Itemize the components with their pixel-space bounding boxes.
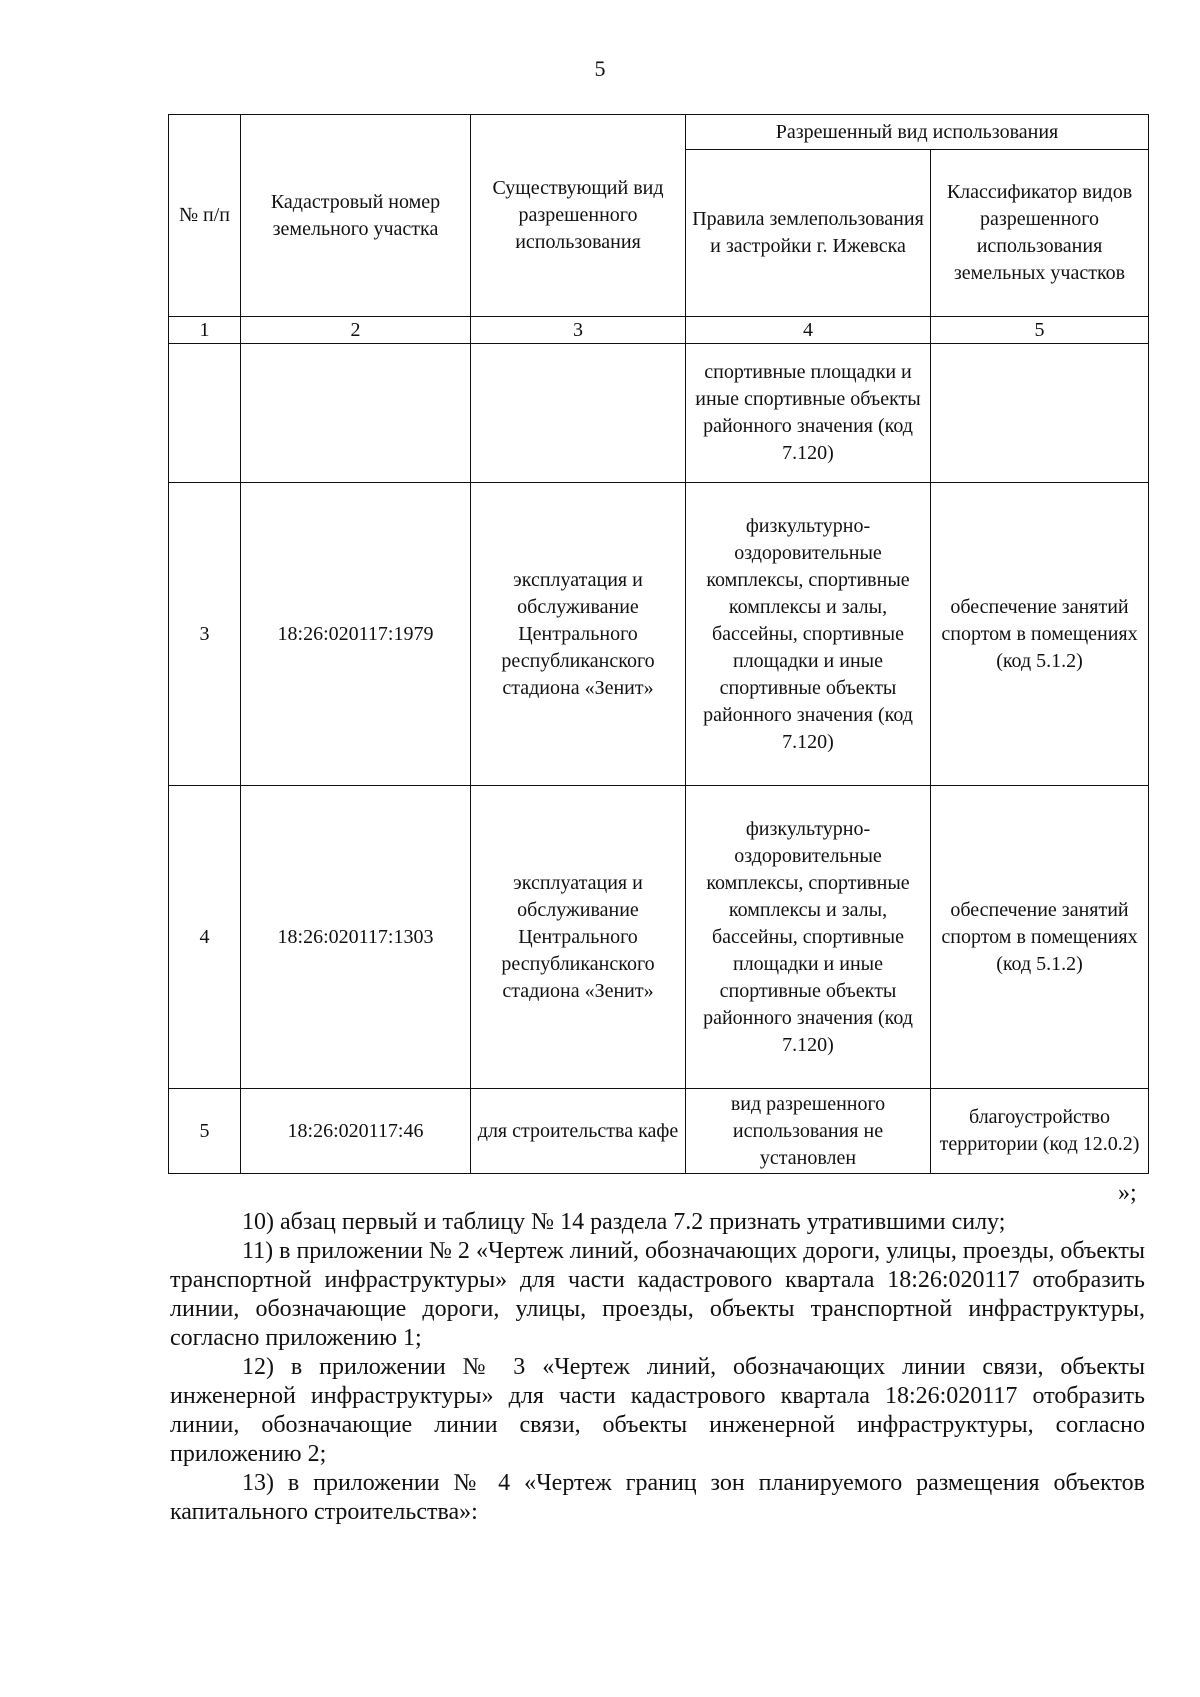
page-number: 5 [594, 56, 606, 81]
paragraph-12: 12) в приложении № 3 «Чертеж линий, обозначающих линии связи, объекты инженерной инфраструктуры» для части кадастрового квартала 18:26:020117 отобразить линии, обозначающие линии связи, объекты инженерной инфраструктуры, согласно приложению 2; [170, 1354, 1145, 1467]
row-num-cell: 4 [169, 786, 241, 1089]
cadastral-cell: 18:26:020117:1979 [241, 483, 471, 786]
header-permitted-group: Разрешенный вид использования [686, 115, 1149, 150]
empty-cell [931, 344, 1149, 483]
cadastral-cell: 18:26:020117:46 [241, 1089, 471, 1174]
paragraph-10: 10) абзац первый и таблицу № 14 раздела 7.2 признать утратившими силу; [242, 1209, 1006, 1235]
header-num: № п/п [169, 115, 241, 317]
rules-cell: вид разрешенного использования не установлен [686, 1089, 931, 1174]
empty-cell [471, 344, 686, 483]
table-row [169, 1089, 1149, 1174]
rules-cell: спортивные площадки и иные спортивные объекты районного значения (код 7.120) [686, 344, 931, 483]
cadastral-cell: 18:26:020117:1303 [241, 786, 471, 1089]
rules-cell: физкультурно-оздоровительные комплексы, спортивные комплексы и залы, бассейны, спортивные площадки и иные спортивные объекты районного значения (код 7.120) [686, 483, 931, 786]
table-row-continuation [169, 344, 1149, 483]
column-number: 1 [169, 317, 241, 344]
land-use-table [168, 114, 1149, 1174]
row-num-cell: 3 [169, 483, 241, 786]
column-number: 3 [471, 317, 686, 344]
column-number: 2 [241, 317, 471, 344]
classifier-cell: обеспечение занятий спортом в помещениях (код 5.1.2) [931, 483, 1149, 786]
closing-quote: »; [1118, 1180, 1137, 1206]
header-existing: Существующий вид разрешенного использования [471, 115, 686, 317]
table-row [169, 786, 1149, 1089]
header-classifier: Классификатор видов разрешенного использования земельных участков [931, 150, 1149, 317]
body-text [170, 1208, 1145, 1527]
paragraph-11: 11) в приложении № 2 «Чертеж линий, обозначающих дороги, улицы, проезды, объекты транспортной инфраструктуры» для части кадастрового квартала 18:26:020117 отобразить линии, обозначающие дороги, улицы, проезды, объекты транспортной инфраструктуры, согласно приложению 1; [170, 1238, 1145, 1351]
column-number: 5 [931, 317, 1149, 344]
header-rules: Правила землепользования и застройки г. Ижевска [686, 150, 931, 317]
empty-cell [241, 344, 471, 483]
column-number: 4 [686, 317, 931, 344]
column-number-row [169, 317, 1149, 344]
rules-cell: физкультурно-оздоровительные комплексы, спортивные комплексы и залы, бассейны, спортивные площадки и иные спортивные объекты районного значения (код 7.120) [686, 786, 931, 1089]
table-row [169, 483, 1149, 786]
header-cadastral: Кадастровый номер земельного участка [241, 115, 471, 317]
existing-use-cell: эксплуатация и обслуживание Центрального республиканского стадиона «Зенит» [471, 786, 686, 1089]
empty-cell [169, 344, 241, 483]
row-num-cell: 5 [169, 1089, 241, 1174]
existing-use-cell: для строительства кафе [471, 1089, 686, 1174]
classifier-cell: обеспечение занятий спортом в помещениях (код 5.1.2) [931, 786, 1149, 1089]
classifier-cell: благоустройство территории (код 12.0.2) [931, 1089, 1149, 1174]
paragraph-13: 13) в приложении № 4 «Чертеж границ зон планируемого размещения объектов капитального строительства»: [170, 1470, 1145, 1525]
header-row-1 [169, 115, 1149, 150]
existing-use-cell: эксплуатация и обслуживание Центрального республиканского стадиона «Зенит» [471, 483, 686, 786]
